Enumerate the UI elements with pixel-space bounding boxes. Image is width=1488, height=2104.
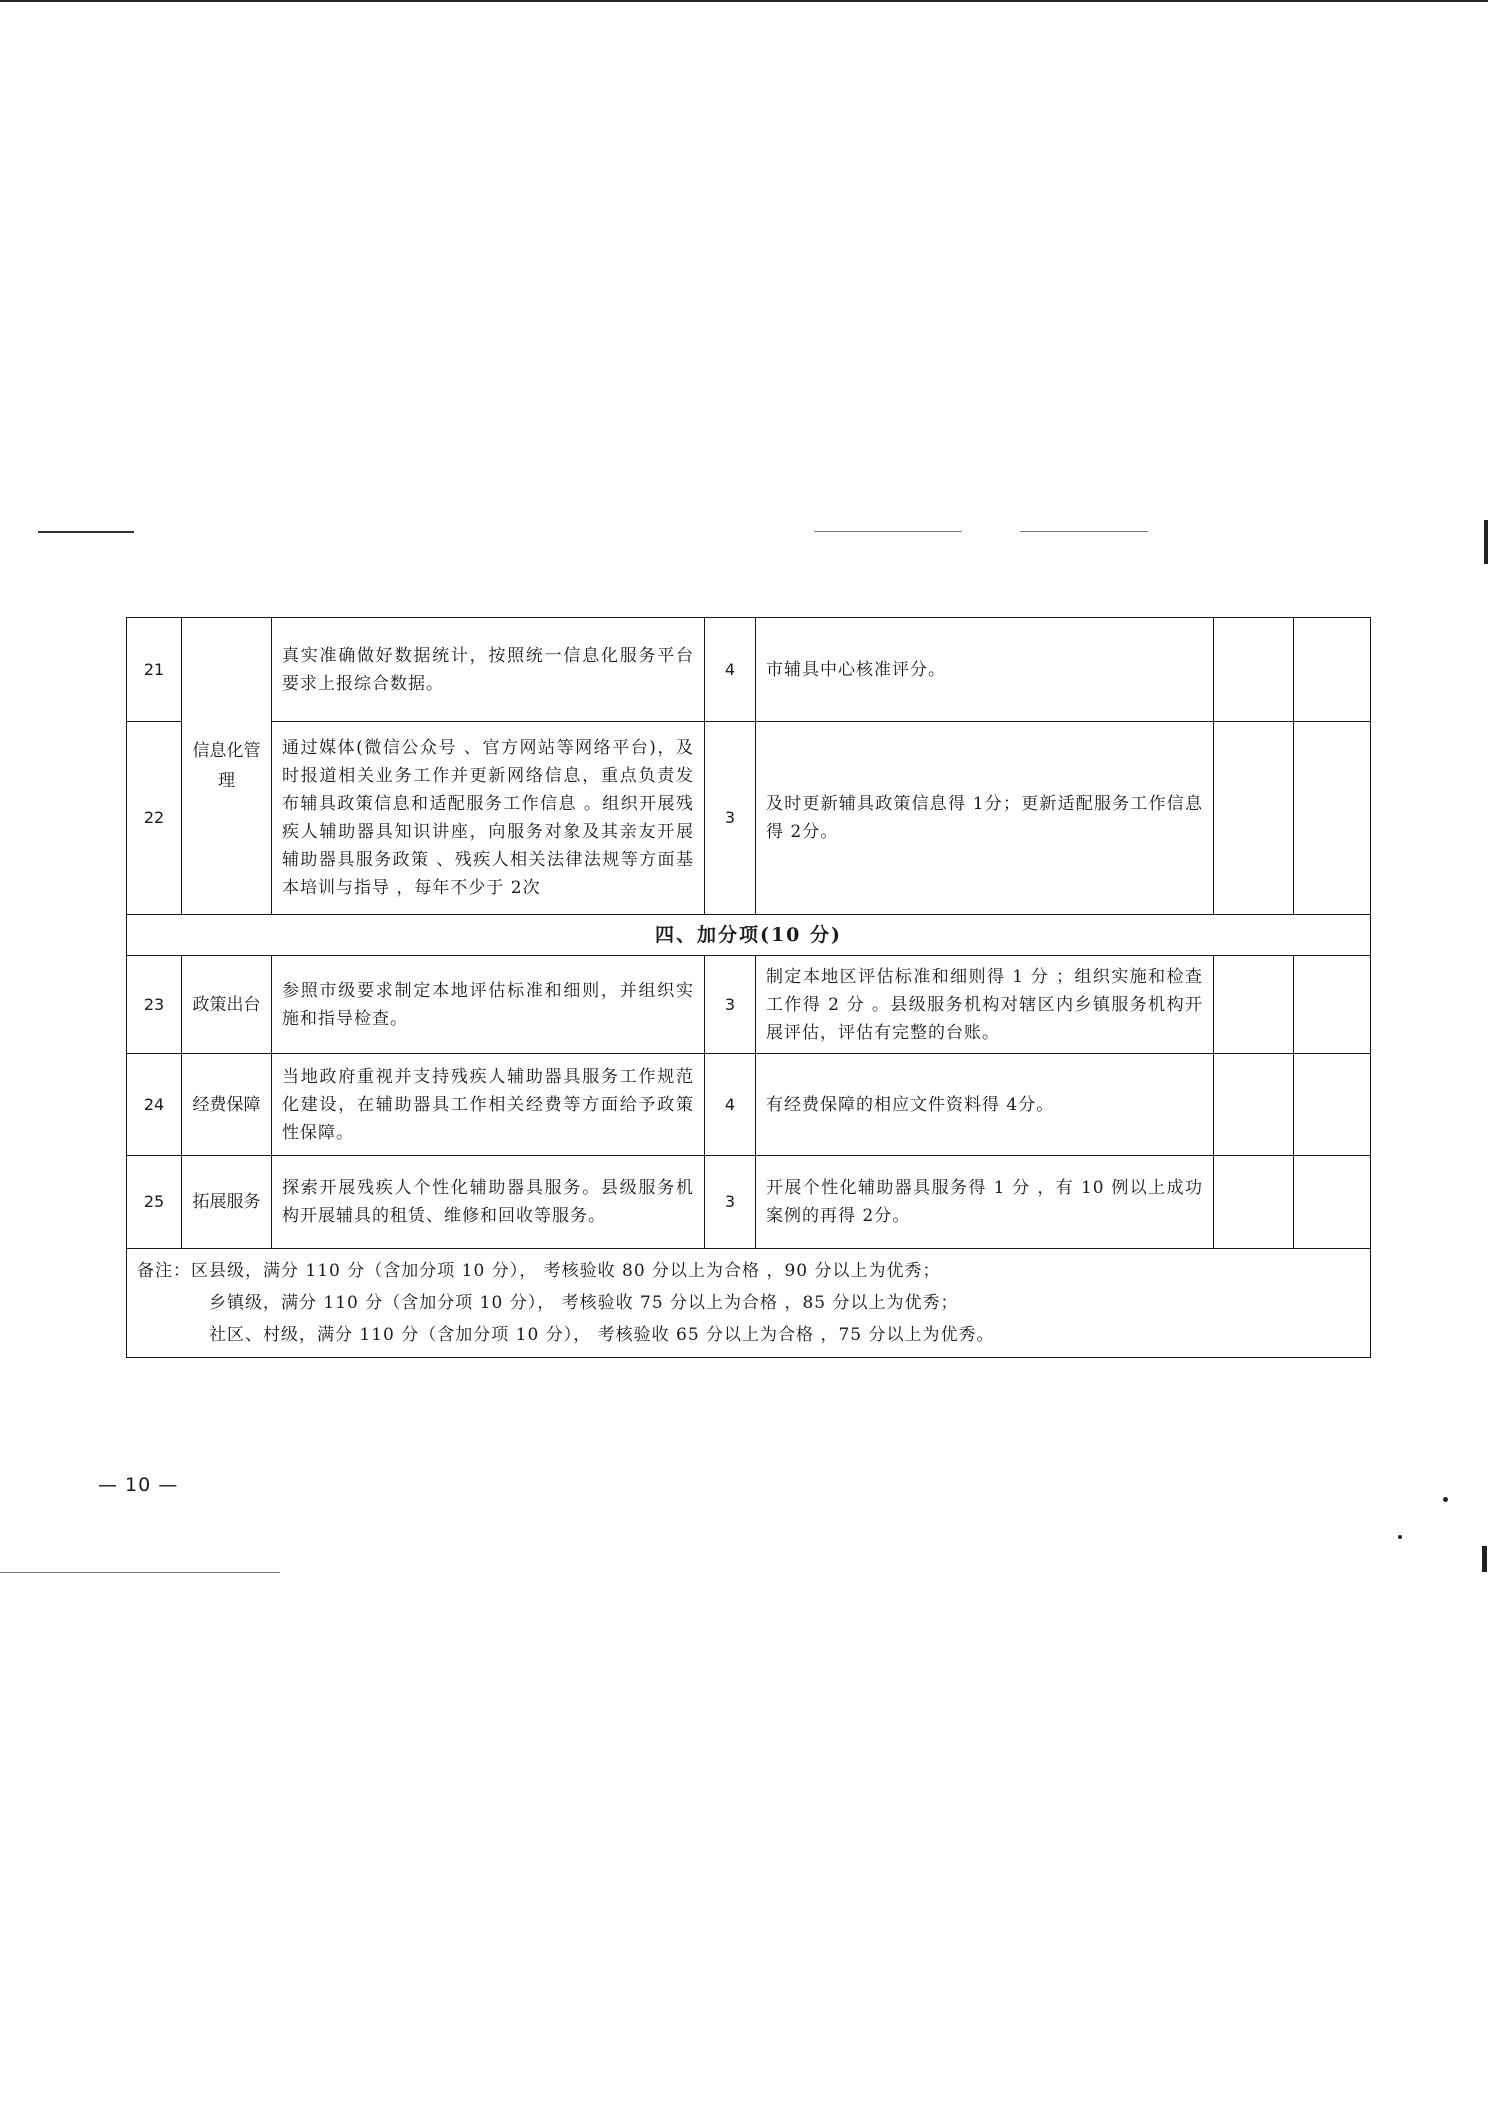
- criteria-cell: 开展个性化辅助器具服务得 1 分 ，有 10 例以上成功案例的再得 2分。: [756, 1156, 1214, 1249]
- evaluation-table: [126, 617, 1371, 1358]
- scan-edge-mark: [1482, 1546, 1487, 1572]
- blank-cell: [1294, 1054, 1371, 1156]
- criteria-cell: 有经费保障的相应文件资料得 4分。: [756, 1054, 1214, 1156]
- blank-cell: [1294, 618, 1371, 722]
- content-cell: 探索开展残疾人个性化辅助器具服务。县级服务机构开展辅具的租赁、维修和回收等服务。: [272, 1156, 705, 1249]
- table-row: [127, 956, 1371, 1054]
- category-cell: 政策出台: [182, 956, 272, 1054]
- table-row: [127, 1054, 1371, 1156]
- criteria-cell: 及时更新辅具政策信息得 1分；更新适配服务工作信息得 2分。: [756, 722, 1214, 915]
- blank-cell: [1294, 1156, 1371, 1249]
- blank-cell: [1214, 1054, 1294, 1156]
- criteria-cell: 制定本地区评估标准和细则得 1 分 ；组织实施和检查工作得 2 分 。县级服务机构对辖区内乡镇服务机构开展评估，评估有完整的台账。: [756, 956, 1214, 1054]
- page-number: — 10 —: [98, 1474, 179, 1496]
- blank-cell: [1214, 722, 1294, 915]
- note-line: 社区、村级，满分 110 分（含加分项 10 分）， 考核验收 65 分以上为合格 ，75 分以上为优秀。: [209, 1325, 995, 1345]
- blank-cell: [1214, 618, 1294, 722]
- scan-edge-mark: [1484, 520, 1488, 564]
- table-row: [127, 722, 1371, 915]
- criteria-cell: 市辅具中心核准评分。: [756, 618, 1214, 722]
- category-cell: 拓展服务: [182, 1156, 272, 1249]
- score-cell: 3: [705, 1156, 756, 1249]
- scan-artifact-line: [0, 1572, 280, 1573]
- notes-row: [127, 1249, 1371, 1358]
- section-row: [127, 915, 1371, 956]
- score-cell: 4: [705, 1054, 756, 1156]
- content-cell: 通过媒体(微信公众号 、官方网站等网络平台)，及时报道相关业务工作并更新网络信息，重点负责发布辅具政策信息和适配服务工作信息 。组织开展残疾人辅助器具知识讲座，向服务对象及其亲友开展辅助器具服务政策 、残疾人相关法律法规等方面基本培训与指导 ，每年不少于 2次: [272, 722, 705, 915]
- row-number: 25: [127, 1156, 182, 1249]
- blank-cell: [1294, 956, 1371, 1054]
- table-row: [127, 618, 1371, 722]
- page-top-edge: [0, 0, 1488, 2]
- score-cell: 4: [705, 618, 756, 722]
- notes-cell: [127, 1249, 1371, 1358]
- row-number: 24: [127, 1054, 182, 1156]
- category-cell: 经费保障: [182, 1054, 272, 1156]
- category-cell: 信息化管理: [182, 618, 272, 915]
- row-number: 21: [127, 618, 182, 722]
- scan-artifact-line: [1020, 531, 1148, 532]
- row-number: 23: [127, 956, 182, 1054]
- scan-speck: [1443, 1497, 1448, 1502]
- note-line: 乡镇级，满分 110 分（含加分项 10 分）， 考核验收 75 分以上为合格 ，85 分以上为优秀；: [209, 1293, 959, 1313]
- note-line: 备注：区县级，满分 110 分（含加分项 10 分）， 考核验收 80 分以上为合格 ，90 分以上为优秀；: [137, 1261, 941, 1281]
- table-row: [127, 1156, 1371, 1249]
- blank-cell: [1214, 1156, 1294, 1249]
- scan-artifact-line: [814, 531, 962, 532]
- content-cell: 当地政府重视并支持残疾人辅助器具服务工作规范化建设，在辅助器具工作相关经费等方面给予政策性保障。: [272, 1054, 705, 1156]
- row-number: 22: [127, 722, 182, 915]
- content-cell: 参照市级要求制定本地评估标准和细则，并组织实施和指导检查。: [272, 956, 705, 1054]
- section-title: 四、加分项(10 分): [127, 915, 1371, 956]
- content-cell: 真实准确做好数据统计，按照统一信息化服务平台要求上报综合数据。: [272, 618, 705, 722]
- blank-cell: [1214, 956, 1294, 1054]
- scan-artifact-line: [38, 531, 134, 533]
- blank-cell: [1294, 722, 1371, 915]
- score-cell: 3: [705, 956, 756, 1054]
- score-cell: 3: [705, 722, 756, 915]
- scan-speck: [1398, 1535, 1402, 1539]
